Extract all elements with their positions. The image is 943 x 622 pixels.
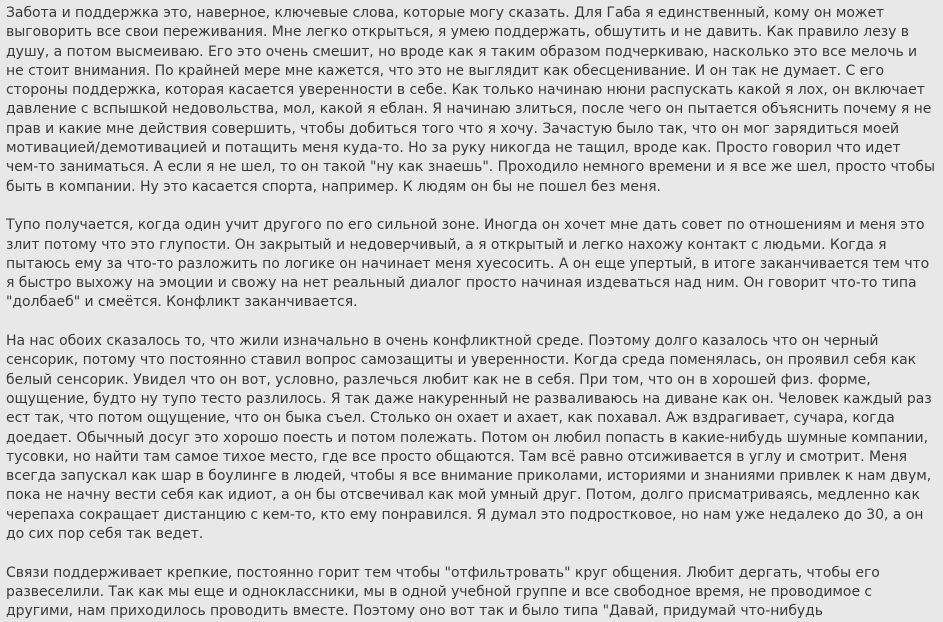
paragraph-1: Забота и поддержка это, наверное, ключевые слова, которые могу сказать. Для Габа я единственный, кому он может выговорить все свои переживания. Мне легко открыться, я умею поддержать, обшутить и не давить. Как правило лезу в душу, а потом высмеиваю. Его это очень смешит, но вроде как я таким образом подчеркиваю, насколько это все мелочь и не стоит внимания. По крайней мере мне кажется, что это не выглядит как обесценивание. И он так не думает. С его стороны поддержка, которая касается уверенности в себе. Как только начинаю нюни распускать какой я лох, он включает давление с вспышкой недовольства, мол, какой я еблан. Я начинаю злиться, после чего он пытается объяснить почему я не прав и какие мне действия совершить, чтобы добиться того что я хочу. Зачастую было так, что он мог зарядиться моей мотивацией/демотивацией и потащить меня куда-то. Но за руку никогда не тащил, вроде как. Просто говорил что идет чем-то заниматься. А если я не шел, то он такой "ну как знаешь". Проходило немного времени и я все же шел, просто чтобы быть в компании. Ну это касается спорта, например. К людям он бы не пошел без меня. bbox=[6, 5, 936, 195]
paragraph-4: Связи поддерживает крепкие, постоянно горит тем чтобы "отфильтровать" круг общения. Любит дергать, чтобы его развеселили. Так как мы еще и одноклассники, мы в одной учебной группе и все свободное время, не проводимое с другими, нам приходилось проводить вместе. Поэтому оно вот так и было типа "Давай, придумай что-нибудь bbox=[6, 564, 880, 620]
paragraph-3: На нас обоих сказалось то, что жили изначально в очень конфликтной среде. Поэтому долго казалось что он черный сенсорик, потому что постоянно ставил вопрос самозащиты и уверенности. Когда среда поменялась, он проявил себя как белый сенсорик. Увидел что он вот, условно, разлечься любит как не в себя. При том, что он в хорошей физ. форме, ощущение, будто ну тупо тесто разлилось. Я так даже накуренный не разваливаюсь на диване как он. Человек каждый раз ест так, что потом ощущение, что он быка съел. Столько он охает и ахает, как похавал. Аж вздрагивает, сучара, когда доедает. Обычный досуг это хорошо поесть и потом полежать. Потом он любил попасть в какие-нибудь шумные компании, тусовки, но найти там самое тихое место, где все просто общаются. Там всё равно отсиживается в углу и смотрит. Меня всегда запускал как шар в боулинге в людей, чтобы я все внимание приколами, историями и знаниями привлек к нам двум, пока не начну вести себя как идиот, а он бы отсвечивал как мой умный друг. Потом, долго присматриваясь, медленно как черепаха сокращает дистанцию с кем-то, кто ему понравился. Я думал это подростковое, но нам уже недалеко до 30, а он до сих пор себя так ведет. bbox=[6, 333, 932, 543]
paragraph-2: Тупо получается, когда один учит другого по его сильной зоне. Иногда он хочет мне дать совет по отношениям и меня это злит потому что это глупости. Он закрытый и недоверчивый, а я открытый и легко нахожу контакт с людьми. Когда я пытаюсь ему за что-то разложить по логике он начинает меня хуесосить. А он еще упертый, в итоге заканчивается тем что я быстро выхожу на эмоции и свожу на нет реальный диалог просто начиная издеваться над ним. Он говорит что-то типа "долбаеб" и смеётся. Конфликт заканчивается. bbox=[6, 217, 930, 311]
